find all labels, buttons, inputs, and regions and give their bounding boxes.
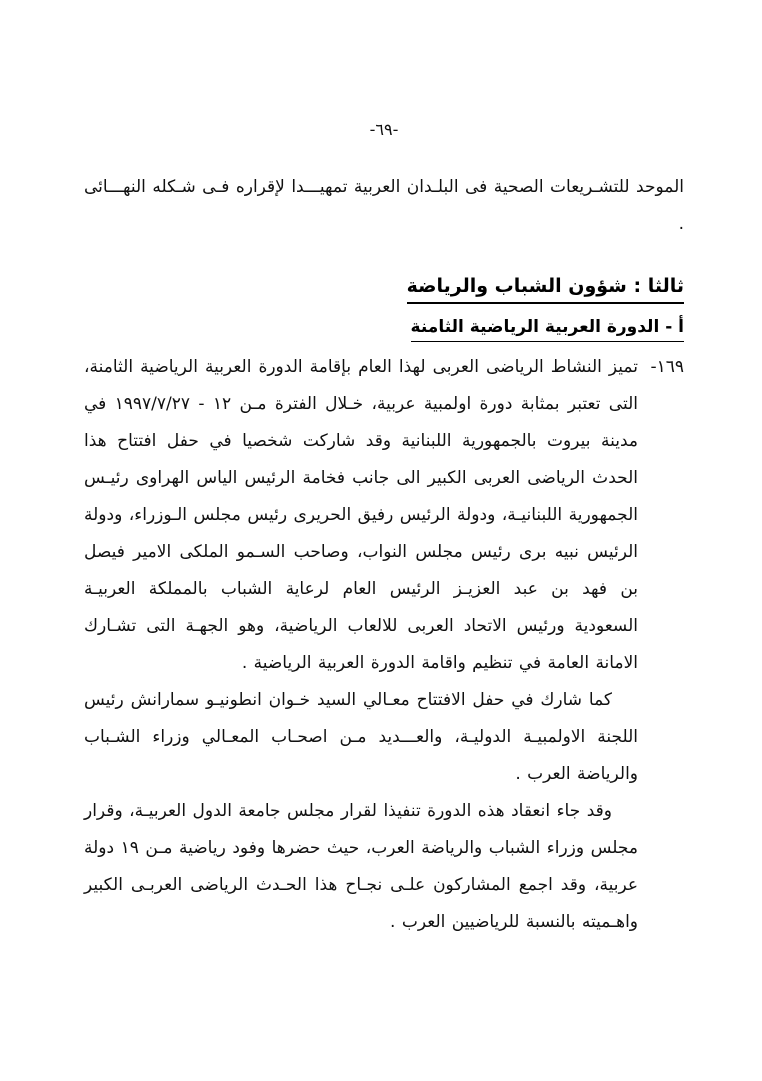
section-heading xyxy=(84,275,684,297)
intro-paragraph: الموحد للتشـريعات الصحية فى البلـدان العربية تمهيـــدا لإقراره فـى شـكله النهـــائى . xyxy=(84,177,684,234)
item-paragraph-3: وقد جاء انعقاد هذه الدورة تنفيذا لقرار مجلس جامعة الدول العربيـة، وقرار مجلس وزراء الشباب والرياضة العرب، حيث حضرها وفود رياضية مـن ١٩ دولة عربية، وقد اجمع المشاركون علـى نجـاح هذا الحـدث الرياضى العربـى الكبير واهـميته بالنسبة للرياضيين العرب . xyxy=(84,801,638,932)
page-number: -٦٩- xyxy=(369,120,399,139)
numbered-item-169 xyxy=(84,349,684,941)
item-number: ١٦٩- xyxy=(650,357,684,377)
item-paragraph-2: كما شارك في حفل الافتتاح معـالي السيد خـوان انطونيـو سمارانش رئيس اللجنة الاولمبيـة الدوليـة، والعـــديد مـن اصحـاب المعـالي وزراء الشـباب والرياضة العرب . xyxy=(84,690,638,784)
item-paragraph-1: تميز النشاط الرياضى العربى لهذا العام بإقامة الدورة العربية الرياضية الثامنة، التى تعتبر بمثابة دورة اولمبية عربية، خـلال الفترة مـن ١٢ - ١٩٩٧/٧/٢٧ في مدينة بيروت بالجمهورية اللبنانية وقد شاركت شخصيا في حفل افتتاح هذا الحدث الرياضى العربى الكبير الى جانب فخامة الرئيس الياس الهراوى رئيـس الجمهورية اللبنانيـة، ودولة الرئيس رفيق الحريرى رئيس مجلس الـوزراء، ودولة الرئيس نبيه برى رئيس مجلس النواب، وصاحب السـمو الملكى الامير فيصل بن فهد بن عبد العزيـز الرئيس العام لرعاية الشباب بالمملكة العربيـة السعودية ورئيس الاتحاد العربى للالعاب الرياضية، وهو الجهـة التى تشـارك الامانة العامة في تنظيم واقامة الدورة العربية الرياضية . xyxy=(84,357,638,673)
section-heading-text: ثالثا : شؤون الشباب والرياضة xyxy=(407,275,684,304)
sub-heading xyxy=(84,317,684,337)
sub-heading-text: أ - الدورة العربية الرياضية الثامنة xyxy=(411,317,684,342)
